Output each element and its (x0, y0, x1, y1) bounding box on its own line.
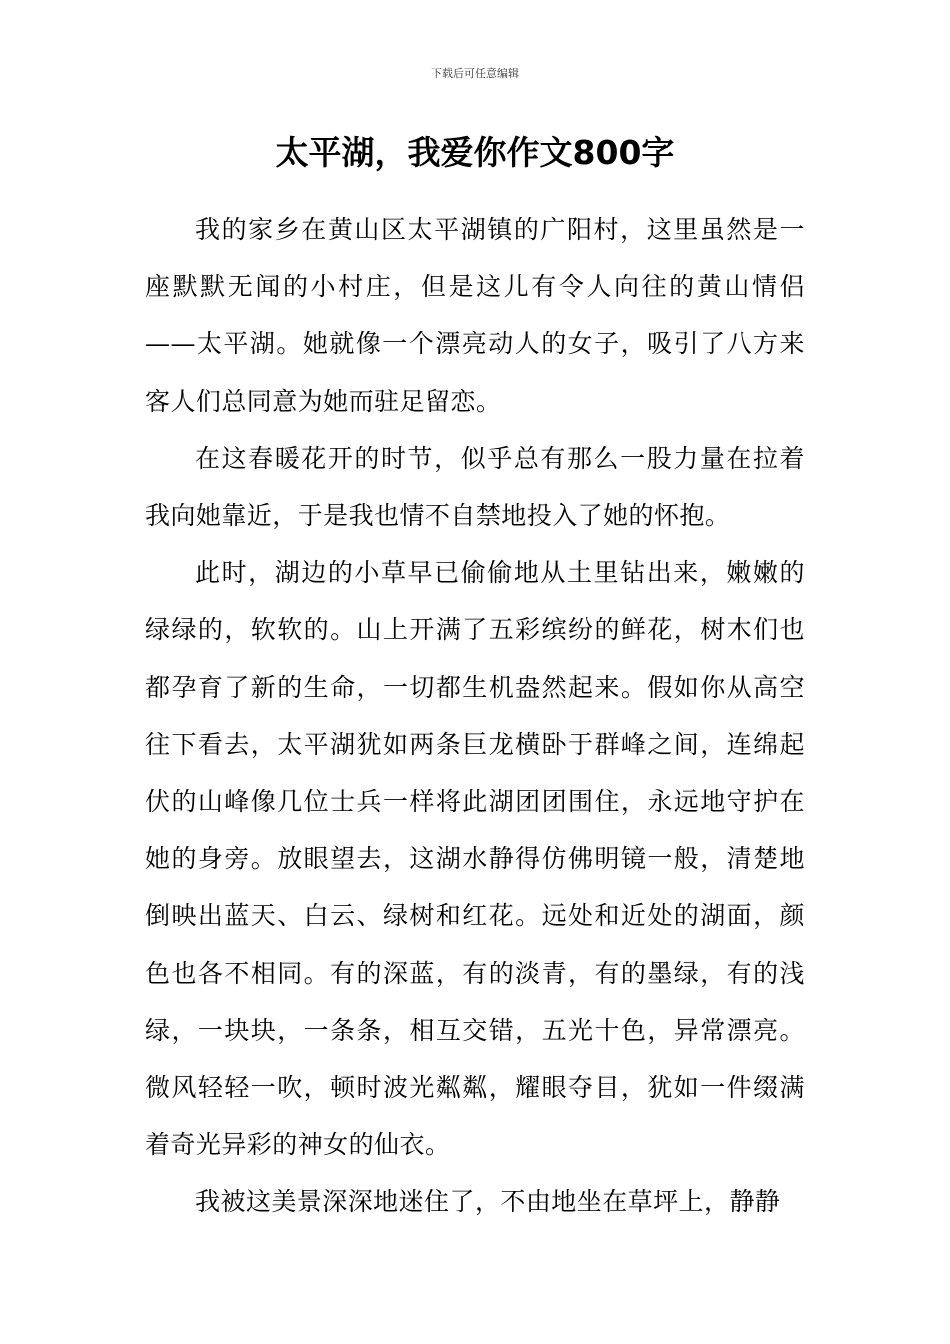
document-title: 太平湖，我爱你作文800字 (275, 133, 675, 172)
header-note: 下载后可任意编辑 (431, 67, 519, 80)
paragraph: 我的家乡在黄山区太平湖镇的广阳村，这里虽然是一座默默无闻的小村庄，但是这儿有令人向往的黄山情侣——太平湖。她就像一个漂亮动人的女子，吸引了八方来客人们总同意为她而驻足留恋。 (145, 215, 805, 416)
paragraph: 此时，湖边的小草早已偷偷地从土里钻出来，嫩嫩的绿绿的，软软的。山上开满了五彩缤纷的鲜花，树木们也都孕育了新的生命，一切都生机盎然起来。假如你从高空往下看去，太平湖犹如两条巨龙横卧于群峰之间，连绵起伏的山峰像几位士兵一样将此湖团团围住，永远地守护在她的身旁。放眼望去，这湖水静得仿佛明镜一般，清楚地倒映出蓝天、白云、绿树和红花。远处和近处的湖面，颜色也各不相同。有的深蓝，有的淡青，有的墨绿，有的浅绿，一块块，一条条，相互交错，五光十色，异常漂亮。微风轻轻一吹，顿时波光粼粼，耀眼夺目，犹如一件缀满着奇光异彩的神女的仙衣。 (145, 558, 805, 1160)
paragraph: 我被这美景深深地迷住了，不由地坐在草坪上，静静 (195, 1187, 781, 1217)
document-body (145, 201, 805, 1231)
paragraph: 在这春暖花开的时节，似乎总有那么一股力量在拉着我向她靠近，于是我也情不自禁地投入了她的怀抱。 (145, 443, 805, 531)
